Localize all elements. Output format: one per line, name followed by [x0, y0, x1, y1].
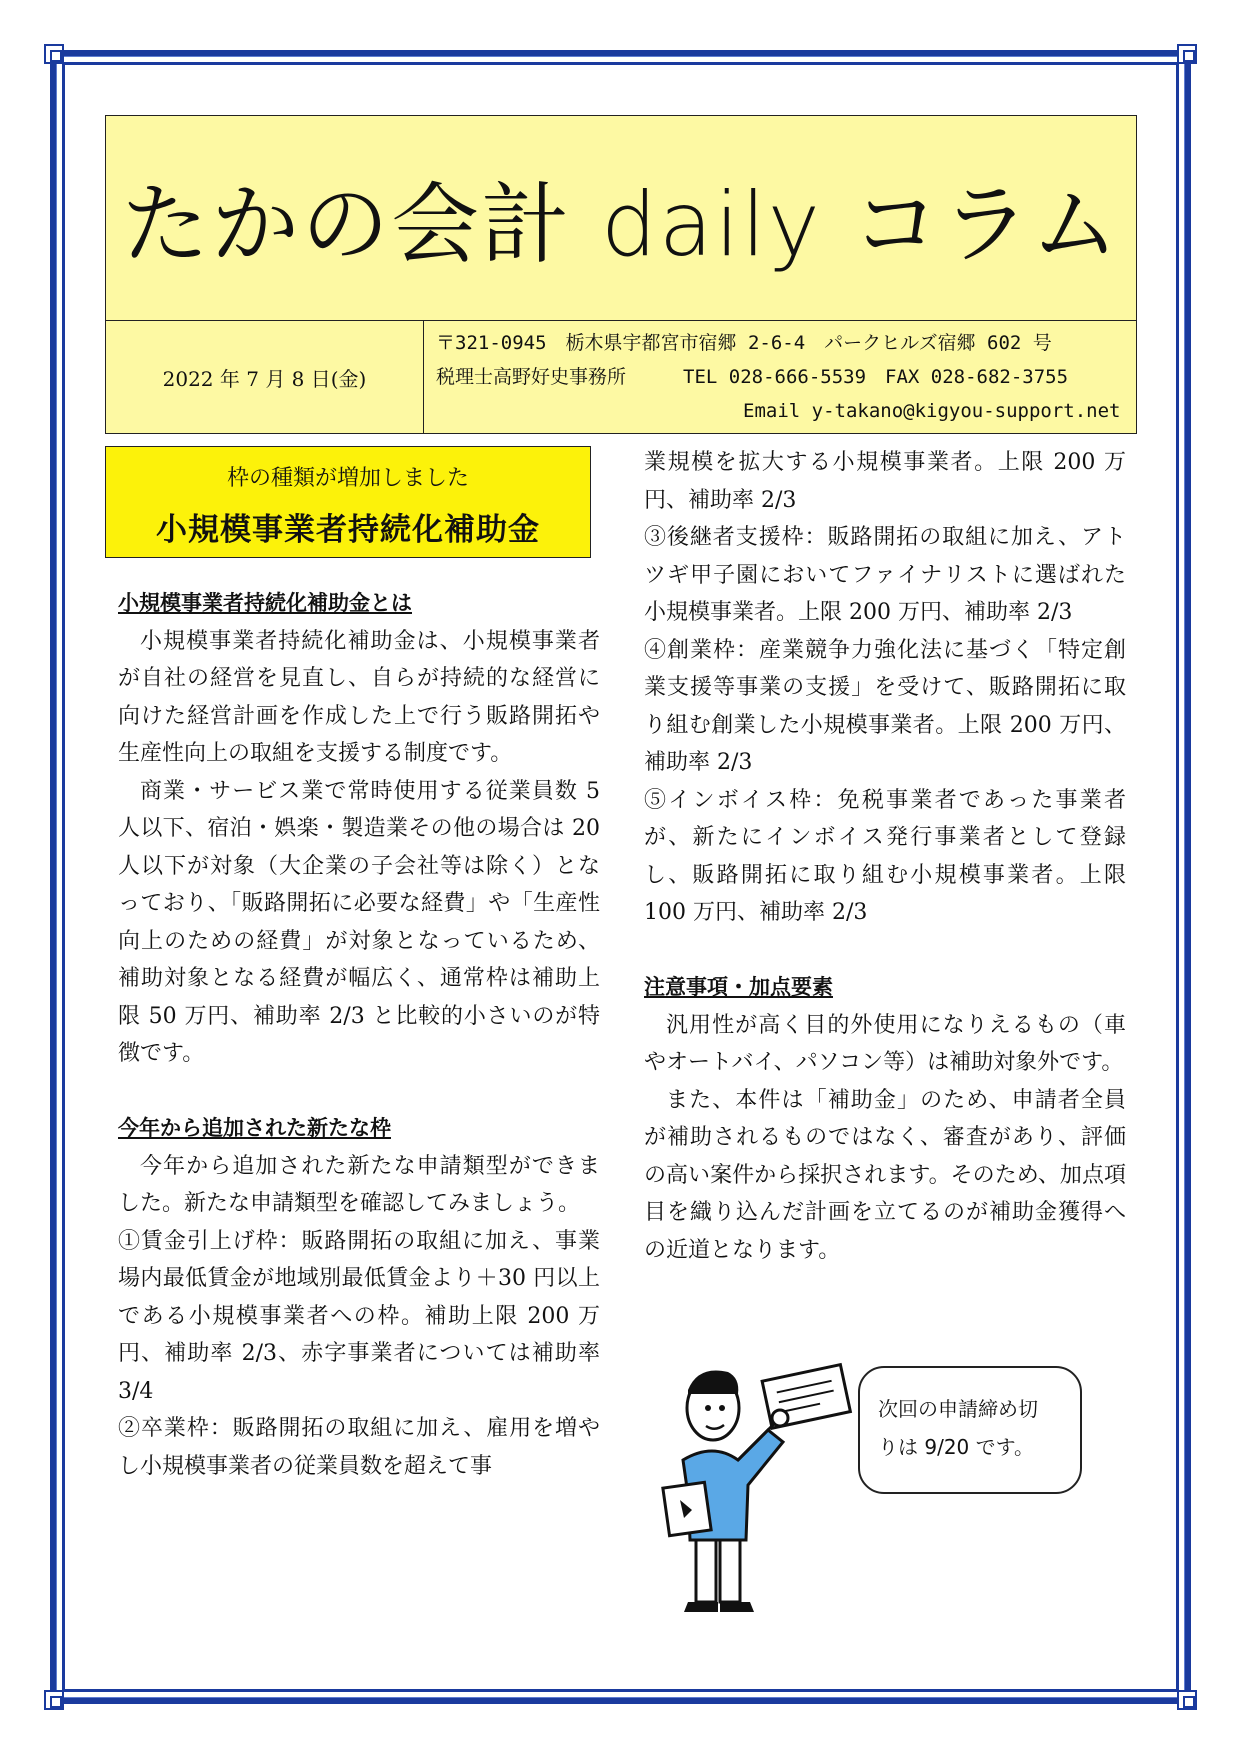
- corner-ornament-top-right: [1177, 44, 1197, 64]
- list-item: ④創業枠：産業競争力強化法に基づく「特定創業支援等事業の支援」を受けて、販路開拓に取り組む創業した小規模事業者。上限 200 万円、補助率 2/3: [644, 637, 1126, 775]
- headline-subtitle: 枠の種類が増加しました: [226, 466, 469, 491]
- corner-ornament-bottom-left: [44, 1690, 64, 1710]
- office-email: Email y-takano@kigyou-support.net: [743, 400, 1121, 422]
- article-headline-box: [105, 446, 591, 558]
- speech-bubble: [858, 1366, 1082, 1494]
- list-item: ⑤インボイス枠：免税事業者であった事業者が、新たにインボイス発行事業者として登録し、販路開拓に取り組む小規模事業者。上限 100 万円、補助率 2/3: [644, 787, 1126, 925]
- list-item: ③後継者支援枠：販路開拓の取組に加え、アトツギ甲子園においてファイナリストに選ばれた小規模事業者。上限 200 万円、補助率 2/3: [644, 525, 1126, 625]
- paragraph: 小規模事業者持続化補助金は、小規模事業者が自社の経営を見直し、自らが持続的な経営に向けた経営計画を作成した上で行う販路開拓や生産性向上の取組を支援する制度です。: [118, 628, 600, 766]
- list-item: ②卒業枠：販路開拓の取組に加え、雇用を増やし小規模事業者の従業員数を超えて事: [118, 1416, 600, 1479]
- section-heading: 小規模事業者持続化補助金とは: [118, 591, 412, 615]
- corner-ornament-top-left: [44, 44, 64, 64]
- paragraph: 汎用性が高く目的外使用になりえるもの（車やオートバイ、パソコン等）は補助対象外です。: [644, 1012, 1126, 1075]
- article-column-right: [644, 444, 1126, 1269]
- speech-bubble-line: 次回の申請締め切: [878, 1397, 1038, 1421]
- paragraph: 今年から追加された新たな申請類型ができました。新たな申請類型を確認してみましょう。: [118, 1153, 600, 1216]
- section-heading: 今年から追加された新たな枠: [118, 1116, 391, 1140]
- section-heading: 注意事項・加点要素: [644, 975, 833, 999]
- corner-ornament-bottom-right: [1177, 1690, 1197, 1710]
- masthead: [105, 115, 1137, 434]
- issue-date: 2022 年 7 月 8 日(金): [106, 321, 424, 433]
- office-address: 〒321-0945 栃木県宇都宮市宿郷 2-6-4 パークヒルズ宿郷 602 号: [436, 332, 1052, 354]
- office-contact: [436, 326, 1121, 428]
- man-holding-sign-illustration: [658, 1350, 868, 1620]
- office-name-phone-fax: 税理士高野好史事務所 TEL 028-666-5539 FAX 028-682-3755: [436, 366, 1069, 388]
- article-column-left: [118, 585, 600, 1485]
- speech-bubble-line: りは 9/20 です。: [878, 1435, 1035, 1459]
- headline-title: 小規模事業者持続化補助金: [156, 512, 540, 548]
- list-item: ①賃金引上げ枠：販路開拓の取組に加え、事業場内最低賃金が地域別最低賃金より＋30 円以上である小規模事業者への枠。補助上限 200 万円、補助率 2/3、赤字事業者については補助率 3/4: [118, 1228, 600, 1404]
- masthead-title: たかの会計 daily コラム: [106, 116, 1136, 321]
- paragraph: 商業・サービス業で常時使用する従業員数 5 人以下、宿泊・娯楽・製造業その他の場合は 20 人以下が対象（大企業の子会社等は除く）となっており、「販路開拓に必要な経費」や「生産性向上のための経費」が対象となっているため、補助対象となる経費が幅広く、通常枠は補助上限 50 万円、補助率 2/3 と比較的小さいのが特徴です。: [118, 778, 600, 1066]
- paragraph: 業規模を拡大する小規模事業者。上限 200 万円、補助率 2/3: [644, 450, 1126, 513]
- paragraph: また、本件は「補助金」のため、申請者全員が補助されるものではなく、審査があり、評価の高い案件から採択されます。そのため、加点項目を織り込んだ計画を立てるのが補助金獲得への近道となります。: [644, 1087, 1126, 1263]
